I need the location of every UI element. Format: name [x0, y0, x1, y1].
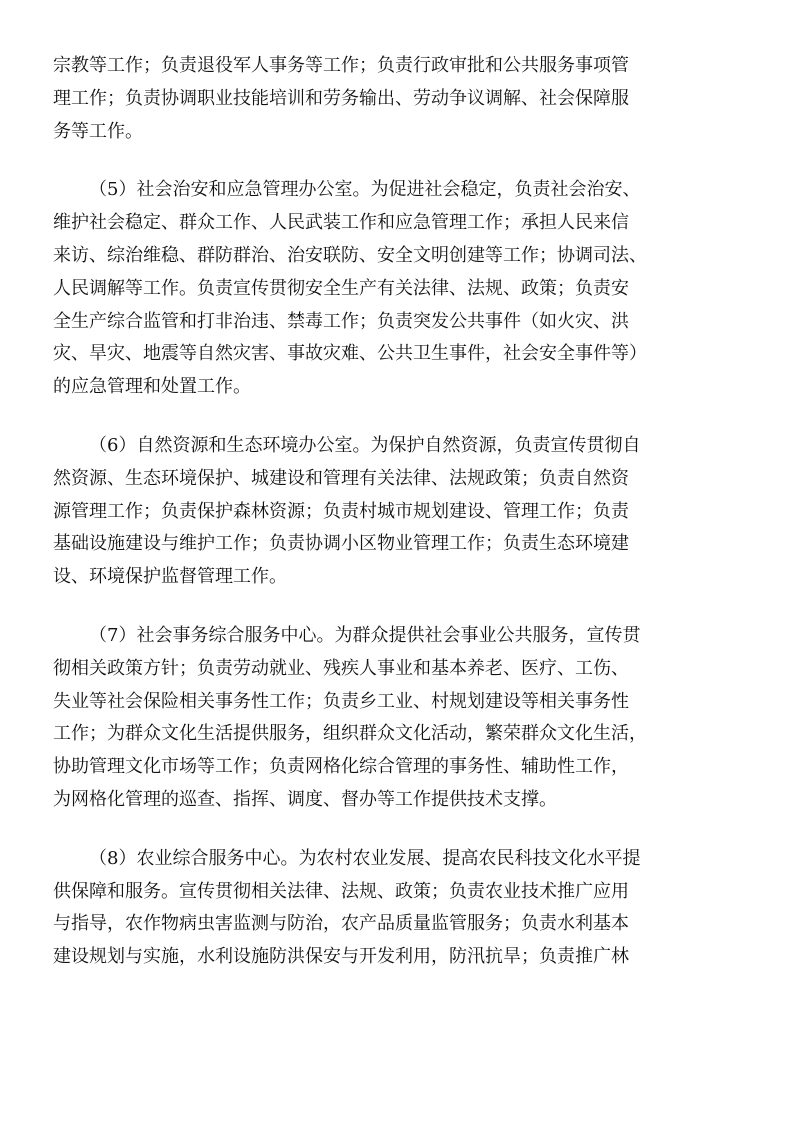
text-line: 宗教等工作；负责退役军人事务等工作；负责行政审批和公共服务事项管	[53, 55, 629, 76]
text-line: 供保障和服务。宣传贯彻相关法律、法规、政策；负责农业技术推广应用	[53, 880, 629, 902]
text-line: （7）社会事务综合服务中心。为群众提供社会事业公共服务，宣传贯	[89, 624, 641, 646]
text-line: 建设规划与实施，水利设施防洪保安与开发利用，防汛抗旱；负责推广林	[53, 946, 629, 968]
text-line: 源管理工作；负责保护森林资源；负责村城市规划建设、管理工作；负责	[53, 500, 629, 522]
text-line: 理工作；负责协调职业技能培训和劳务输出、劳动争议调解、社会保障服	[53, 87, 629, 109]
text-line: 失业等社会保险相关事务性工作；负责乡工业、村规划建设等相关事务性	[53, 690, 629, 712]
text-line: 人民调解等工作。负责宣传贯彻安全生产有关法律、法规、政策；负责安	[53, 277, 629, 299]
text-line: 彻相关政策方针；负责劳动就业、残疾人事业和基本养老、医疗、工伤、	[53, 657, 629, 679]
paragraph-section-8	[53, 843, 743, 974]
text-line: 务等工作。	[53, 120, 143, 142]
paragraph-section-7	[53, 620, 743, 817]
paragraph-continuation	[53, 50, 743, 148]
text-line: 工作；为群众文化生活提供服务，组织群众文化活动，繁荣群众文化生活，	[53, 723, 647, 745]
text-line: 来访、综治维稳、群防群治、治安联防、安全文明创建等工作；协调司法、	[53, 244, 647, 266]
text-line: （8）农业综合服务中心。为农村农业发展、提高农民科技文化水平提	[89, 847, 641, 869]
text-line: 基础设施建设与维护工作；负责协调小区物业管理工作；负责生态环境建	[53, 533, 629, 555]
text-line: 然资源、生态环境保护、城建设和管理有关法律、法规政策；负责自然资	[53, 467, 629, 489]
text-line: 为网格化管理的巡查、指挥、调度、督办等工作提供技术支撑。	[53, 788, 557, 810]
text-line: 与指导，农作物病虫害监测与防治，农产品质量监管服务；负责水利基本	[53, 913, 629, 935]
text-line: 协助管理文化市场等工作；负责网格化综合管理的事务性、辅助性工作，	[53, 756, 629, 778]
text-line: 灾、旱灾、地震等自然灾害、事故灾难、公共卫生事件，社会安全事件等）	[53, 343, 647, 365]
text-line: 维护社会稳定、群众工作、人民武装工作和应急管理工作；承担人民来信	[53, 212, 629, 234]
text-line: 全生产综合监管和打非治违、禁毒工作；负责突发公共事件（如火灾、洪	[53, 310, 629, 332]
document-page	[53, 50, 743, 974]
text-line: （5）社会治安和应急管理办公室。为促进社会稳定，负责社会治安、	[89, 179, 641, 201]
text-line: （6）自然资源和生态环境办公室。为保护自然资源，负责宣传贯彻自	[89, 434, 641, 456]
paragraph-section-5	[53, 174, 743, 404]
text-line: 设、环境保护监督管理工作。	[53, 566, 287, 588]
text-line: 的应急管理和处置工作。	[53, 376, 251, 398]
paragraph-section-6	[53, 430, 743, 594]
